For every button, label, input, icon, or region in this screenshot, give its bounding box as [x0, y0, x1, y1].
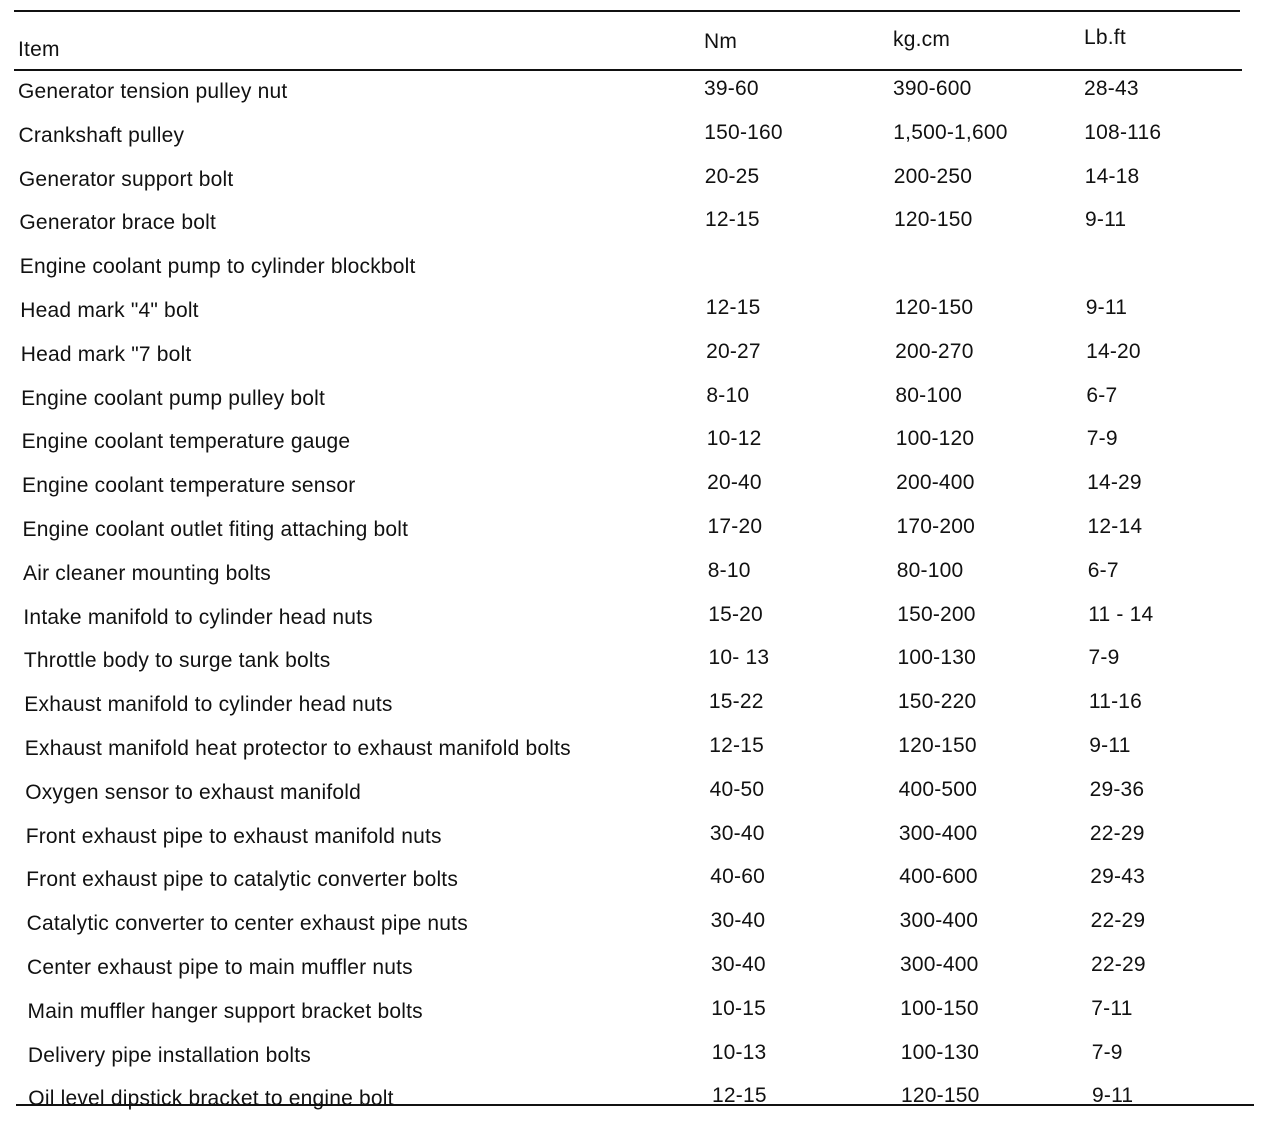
row-nm: 10-13: [711, 1040, 767, 1064]
row-lbft: 14-18: [1084, 164, 1140, 188]
row-kgcm: 120-150: [901, 1084, 980, 1108]
row-item: Front exhaust pipe to catalytic converter bolts: [26, 868, 459, 892]
row-kgcm: 300-400: [900, 953, 979, 976]
row-nm: 150-160: [704, 120, 783, 144]
row-item: Engine coolant temperature gauge: [21, 430, 351, 454]
row-item: Engine coolant temperature sensor: [22, 474, 356, 498]
row-item: Intake manifold to cylinder head nuts: [23, 605, 373, 629]
row-kgcm: 80-100: [895, 383, 962, 407]
row-kgcm: 100-130: [897, 646, 976, 670]
row-lbft: 9-11: [1085, 296, 1128, 319]
row-nm: 20-40: [707, 471, 762, 495]
row-lbft: 29-43: [1090, 865, 1146, 889]
row-nm: 30-40: [709, 821, 765, 845]
row-nm: 20-25: [704, 164, 760, 188]
row-kgcm: 200-270: [895, 339, 974, 363]
row-nm: 12-15: [709, 734, 765, 757]
row-item: Exhaust manifold to cylinder head nuts: [24, 693, 393, 717]
row-nm: 20-27: [706, 339, 761, 363]
header-item: Item: [18, 38, 60, 61]
row-lbft: 108-116: [1084, 120, 1162, 144]
row-nm: 40-60: [710, 865, 766, 889]
row-lbft: 29-36: [1089, 777, 1145, 801]
row-lbft: 14-20: [1086, 339, 1141, 363]
row-nm: 12-15: [705, 208, 760, 232]
row-lbft: 7-9: [1088, 646, 1120, 670]
row-kgcm: 120-150: [894, 208, 973, 232]
row-kgcm: 150-200: [897, 602, 976, 626]
row-lbft: 22-29: [1091, 953, 1146, 976]
row-item: Throttle body to surge tank bolts: [23, 649, 331, 673]
row-kgcm: 150-220: [897, 690, 977, 714]
header-nm: Nm: [704, 30, 738, 53]
row-nm: 39-60: [704, 77, 759, 100]
row-item: Engine coolant pump pulley bolt: [21, 386, 326, 410]
row-item: Generator brace bolt: [19, 211, 217, 235]
row-lbft: 9-11: [1092, 1084, 1134, 1108]
row-lbft: 9-11: [1089, 734, 1131, 757]
row-kgcm: 390-600: [893, 77, 972, 100]
row-kgcm: 200-250: [893, 164, 973, 188]
row-item: Generator support bolt: [18, 167, 234, 191]
row-kgcm: 80-100: [896, 558, 964, 582]
row-lbft: 14-29: [1087, 471, 1142, 495]
row-nm: 10-15: [711, 996, 767, 1020]
row-kgcm: 1,500-1,600: [893, 120, 1008, 144]
row-nm: 40-50: [709, 777, 765, 801]
row-item: Head mark "7 bolt: [20, 342, 192, 366]
row-nm: 17-20: [707, 515, 763, 538]
row-item: Generator tension pulley nut: [18, 80, 288, 103]
row-item: Air cleaner mounting bolts: [23, 561, 271, 585]
row-lbft: 7-9: [1086, 427, 1118, 451]
row-nm: 8-10: [706, 383, 750, 407]
row-lbft: 11 - 14: [1088, 602, 1154, 626]
row-item: Oil level dipstick bracket to engine bolt: [28, 1087, 394, 1111]
row-nm: 10- 13: [708, 646, 770, 670]
row-kgcm: 100-130: [900, 1040, 980, 1064]
row-lbft: 12-14: [1087, 515, 1143, 538]
row-nm: 12-15: [705, 296, 761, 319]
header-kgcm: kg.cm: [893, 28, 951, 51]
row-item: Engine coolant outlet fiting attaching bolt: [22, 518, 409, 541]
row-lbft: 11-16: [1088, 690, 1143, 714]
row-lbft: 28-43: [1084, 77, 1139, 100]
row-lbft: 22-29: [1089, 821, 1145, 845]
row-nm: 15-20: [708, 602, 763, 626]
row-kgcm: 400-500: [898, 777, 978, 801]
row-nm: 12-15: [712, 1084, 767, 1108]
row-kgcm: 100-120: [895, 427, 975, 451]
row-item: Head mark "4" bolt: [20, 299, 199, 322]
row-lbft: 7-11: [1091, 996, 1133, 1020]
row-nm: 10-12: [706, 427, 762, 451]
row-kgcm: 170-200: [896, 515, 975, 538]
row-lbft: 7-9: [1091, 1040, 1123, 1064]
row-lbft: 9-11: [1085, 208, 1127, 232]
row-kgcm: 200-400: [896, 471, 975, 495]
row-kgcm: 120-150: [894, 296, 974, 319]
row-item: Crankshaft pulley: [18, 123, 185, 147]
row-lbft: 22-29: [1090, 909, 1146, 933]
header-lbft: Lb.ft: [1084, 26, 1126, 49]
row-kgcm: 300-400: [899, 909, 979, 933]
row-item: Front exhaust pipe to exhaust manifold nuts: [25, 824, 442, 848]
row-kgcm: 400-600: [899, 865, 978, 889]
row-item: Delivery pipe installation bolts: [27, 1043, 311, 1067]
row-nm: 30-40: [710, 909, 766, 933]
row-item: Exhaust manifold heat protector to exhaust manifold bolts: [24, 737, 571, 760]
row-item: Main muffler hanger support bracket bolts: [27, 999, 423, 1023]
row-nm: 30-40: [711, 953, 766, 976]
row-lbft: 6-7: [1087, 558, 1119, 582]
row-item: Catalytic converter to center exhaust pipe nuts: [26, 912, 468, 936]
row-kgcm: 300-400: [898, 821, 978, 845]
row-kgcm: 120-150: [898, 734, 977, 757]
row-item: Oxygen sensor to exhaust manifold: [25, 780, 361, 804]
row-kgcm: 100-150: [900, 996, 979, 1020]
row-nm: 8-10: [707, 558, 751, 582]
row-lbft: 6-7: [1086, 383, 1118, 407]
row-item: Center exhaust pipe to main muffler nuts: [27, 956, 413, 979]
row-item: Engine coolant pump to cylinder blockbolt: [19, 255, 416, 279]
row-nm: 15-22: [708, 690, 764, 714]
